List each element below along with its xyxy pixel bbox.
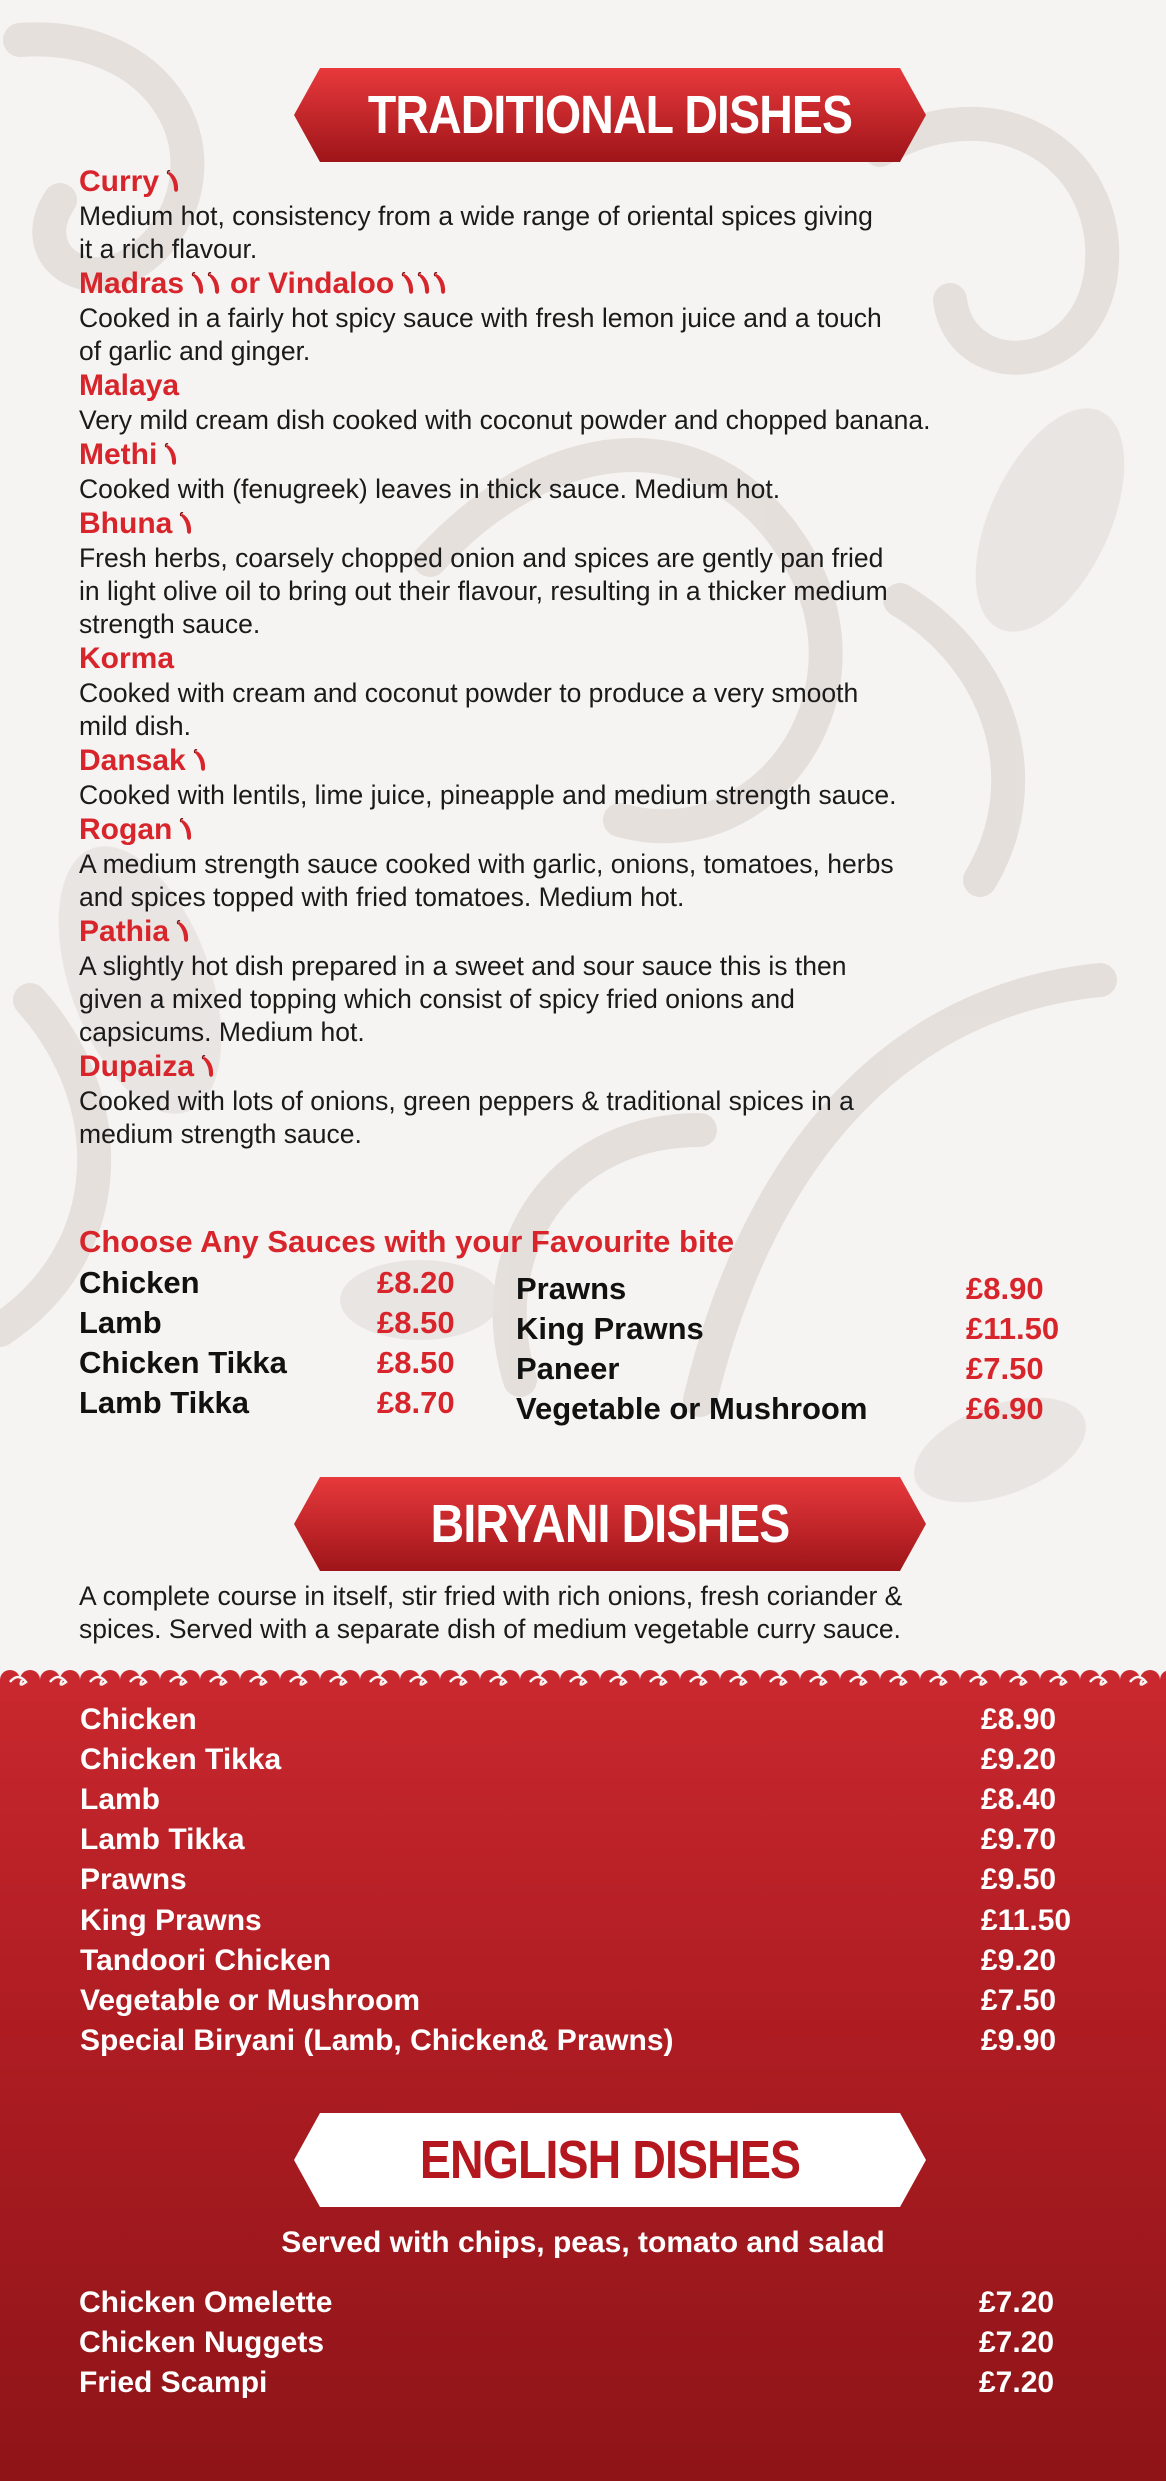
chilli-icon	[165, 170, 181, 194]
dish-name: Curry	[79, 165, 160, 198]
dish-name-row	[79, 368, 1139, 404]
biryani-price-row	[80, 1700, 1080, 1740]
sauce-item-name: Chicken	[79, 1265, 200, 1300]
dish-name: Malaya	[79, 369, 180, 402]
sauce-item-price: £11.50	[966, 1311, 1060, 1346]
biryani-price-row	[80, 2021, 1080, 2061]
biryani-price-row	[80, 1901, 1080, 1941]
english-price-row	[79, 2323, 1079, 2363]
dish-description-line: Cooked in a fairly hot spicy sauce with fresh lemon juice and a touch	[79, 303, 882, 333]
biryani-item-price: £9.20	[981, 1743, 1057, 1777]
dish-description-line: A medium strength sauce cooked with garlic, onions, tomatoes, herbs	[79, 849, 894, 879]
dish-item	[79, 743, 1139, 812]
dish-description-line: it a rich flavour.	[79, 234, 258, 264]
english-item-price: £7.20	[979, 2326, 1055, 2359]
dish-name-row	[79, 914, 1139, 950]
dish-description-line: Medium hot, consistency from a wide range of oriental spices giving	[79, 201, 873, 231]
scallop-border-decoration	[0, 1662, 1166, 1702]
dish-description-line: Very mild cream dish cooked with coconut powder and chopped banana.	[79, 405, 931, 435]
sauce-price-row	[79, 1383, 579, 1423]
english-item-price: £7.20	[979, 2366, 1055, 2399]
sauce-item-price: £8.50	[377, 1345, 455, 1380]
biryani-item-name: Chicken Tikka	[80, 1743, 282, 1777]
chilli-icon	[416, 272, 432, 296]
dish-description-line: mild dish.	[79, 711, 191, 741]
dish-name-row	[79, 164, 1139, 200]
sauce-price-row	[79, 1343, 579, 1383]
chilli-icon	[178, 818, 194, 842]
dish-description-line: of garlic and ginger.	[79, 336, 311, 366]
dish-name-row	[79, 506, 1139, 542]
sauce-item-name: Chicken Tikka	[79, 1345, 287, 1380]
english-dishes-subtitle: Served with chips, peas, tomato and salad	[281, 2226, 885, 2259]
chilli-icon	[178, 512, 194, 536]
sauce-item-name: Lamb	[79, 1305, 162, 1340]
sauce-item-price: £7.50	[966, 1351, 1044, 1386]
chilli-icon	[206, 272, 222, 296]
sauce-item-name: King Prawns	[516, 1311, 704, 1346]
dish-description	[79, 779, 1139, 812]
traditional-dishes-list	[79, 164, 1139, 1151]
biryani-item-name: Tandoori Chicken	[80, 1943, 332, 1977]
dish-item	[79, 914, 1139, 1049]
biryani-item-name: Vegetable or Mushroom	[80, 1983, 421, 2017]
sauce-item-price: £8.70	[377, 1385, 455, 1420]
sauce-price-row	[516, 1269, 1044, 1309]
sauce-item-name: Paneer	[516, 1351, 620, 1386]
dish-item	[79, 368, 1139, 437]
dish-description-line: strength sauce.	[79, 609, 261, 639]
english-price-row	[79, 2363, 1079, 2403]
chilli-icon	[192, 749, 208, 773]
sauce-price-row	[516, 1389, 1044, 1429]
dish-name: Korma	[79, 642, 175, 675]
chilli-icon	[175, 920, 191, 944]
dish-description-line: Fresh herbs, coarsely chopped onion and spices are gently pan fried	[79, 543, 884, 573]
dish-description-line: A slightly hot dish prepared in a sweet and sour sauce this is then	[79, 951, 847, 981]
dish-description-line: medium strength sauce.	[79, 1119, 362, 1149]
sauce-item-price: £8.90	[966, 1271, 1044, 1306]
biryani-dishes-heading: BIRYANI DISHES	[430, 1494, 790, 1554]
dish-description	[79, 542, 1139, 641]
biryani-item-name: Special Biryani (Lamb, Chicken& Prawns)	[80, 2023, 674, 2057]
biryani-item-price: £9.20	[981, 1943, 1057, 1977]
biryani-item-price: £9.50	[981, 1863, 1057, 1897]
sauce-price-row	[79, 1263, 579, 1303]
dish-item	[79, 641, 1139, 743]
biryani-item-name: Lamb	[80, 1783, 161, 1817]
dish-description-line: Cooked with cream and coconut powder to produce a very smooth	[79, 678, 859, 708]
dish-description-line: and spices topped with fried tomatoes. Medium hot.	[79, 882, 685, 912]
sauce-price-row	[516, 1309, 1060, 1349]
english-price-row	[79, 2283, 1079, 2323]
biryani-item-name: Prawns	[80, 1863, 187, 1897]
chilli-icon	[432, 272, 448, 296]
biryani-description	[79, 1580, 1139, 1646]
biryani-price-row	[80, 1860, 1080, 1900]
english-item-name: Chicken Omelette	[79, 2286, 333, 2319]
dish-item	[79, 266, 1139, 368]
sauce-item-name: Lamb Tikka	[79, 1385, 250, 1420]
dish-name: Dansak	[79, 744, 186, 777]
english-item-name: Fried Scampi	[79, 2366, 268, 2399]
dish-name: Dupaiza	[79, 1050, 195, 1083]
dish-name-row	[79, 1049, 1139, 1085]
biryani-description-line: spices. Served with a separate dish of medium vegetable curry sauce.	[79, 1614, 901, 1644]
biryani-price-row	[80, 1820, 1080, 1860]
dish-item	[79, 164, 1139, 266]
sauce-price-row	[79, 1303, 579, 1343]
biryani-item-price: £7.50	[981, 1983, 1057, 2017]
sauce-item-price: £8.50	[377, 1305, 455, 1340]
biryani-item-price: £11.50	[981, 1903, 1072, 1937]
biryani-price-row	[80, 1941, 1080, 1981]
biryani-item-price: £9.90	[981, 2023, 1057, 2057]
sauces-title: Choose Any Sauces with your Favourite bite	[79, 1224, 735, 1259]
dish-name: Pathia	[79, 915, 170, 948]
biryani-price-row	[80, 1740, 1080, 1780]
dish-description	[79, 1085, 1139, 1151]
dish-item	[79, 437, 1139, 506]
dish-name-row	[79, 743, 1139, 779]
dish-description-line: Cooked with (fenugreek) leaves in thick sauce. Medium hot.	[79, 474, 781, 504]
dish-description	[79, 302, 1139, 368]
sauce-item-name: Prawns	[516, 1271, 627, 1306]
dish-name-row	[79, 266, 1139, 302]
dish-item	[79, 506, 1139, 641]
english-dishes-heading: ENGLISH DISHES	[419, 2130, 801, 2190]
dish-name: Bhuna	[79, 507, 173, 540]
dish-name-row	[79, 437, 1139, 473]
english-item-name: Chicken Nuggets	[79, 2326, 325, 2359]
dish-description-line: Cooked with lentils, lime juice, pineapple and medium strength sauce.	[79, 780, 897, 810]
chilli-icon	[190, 272, 206, 296]
dish-description	[79, 200, 1139, 266]
dish-description-line: in light olive oil to bring out their flavour, resulting in a thicker medium	[79, 576, 888, 606]
english-dishes-banner	[294, 2113, 926, 2207]
dish-description-line: Cooked with lots of onions, green peppers & traditional spices in a	[79, 1086, 854, 1116]
biryani-item-price: £9.70	[981, 1823, 1057, 1857]
dish-item	[79, 1049, 1139, 1151]
dish-description	[79, 950, 1139, 1049]
biryani-item-name: King Prawns	[80, 1903, 262, 1937]
biryani-item-name: Chicken	[80, 1703, 197, 1736]
dish-name: Rogan	[79, 813, 173, 846]
dish-alt-name: Vindaloo	[268, 267, 395, 300]
traditional-dishes-banner	[294, 68, 926, 162]
sauce-item-name: Vegetable or Mushroom	[516, 1391, 868, 1426]
chilli-icon	[163, 443, 179, 467]
biryani-dishes-banner	[294, 1477, 926, 1571]
sauce-item-price: £6.90	[966, 1391, 1044, 1426]
traditional-dishes-heading: TRADITIONAL DISHES	[367, 85, 853, 145]
english-item-price: £7.20	[979, 2286, 1055, 2319]
dish-description	[79, 848, 1139, 914]
dish-connector: or	[230, 267, 261, 300]
dish-description-line: given a mixed topping which consist of spicy fried onions and	[79, 984, 795, 1014]
dish-name: Madras	[79, 267, 185, 300]
sauce-item-price: £8.20	[377, 1265, 455, 1300]
biryani-item-price: £8.40	[981, 1783, 1057, 1817]
sauce-price-row	[516, 1349, 1044, 1389]
chilli-icon	[400, 272, 416, 296]
dish-name-row	[79, 812, 1139, 848]
biryani-description-line: A complete course in itself, stir fried with rich onions, fresh coriander &	[79, 1581, 903, 1611]
dish-item	[79, 812, 1139, 914]
dish-description	[79, 677, 1139, 743]
dish-description	[79, 473, 1139, 506]
dish-description	[79, 404, 1139, 437]
biryani-price-row	[80, 1780, 1080, 1820]
dish-name-row	[79, 641, 1139, 677]
dish-description-line: capsicums. Medium hot.	[79, 1017, 365, 1047]
biryani-item-price: £8.90	[981, 1703, 1057, 1736]
dish-name: Methi	[79, 438, 158, 471]
chilli-icon	[200, 1055, 216, 1079]
biryani-item-name: Lamb Tikka	[80, 1823, 245, 1857]
biryani-price-row	[80, 1981, 1080, 2021]
